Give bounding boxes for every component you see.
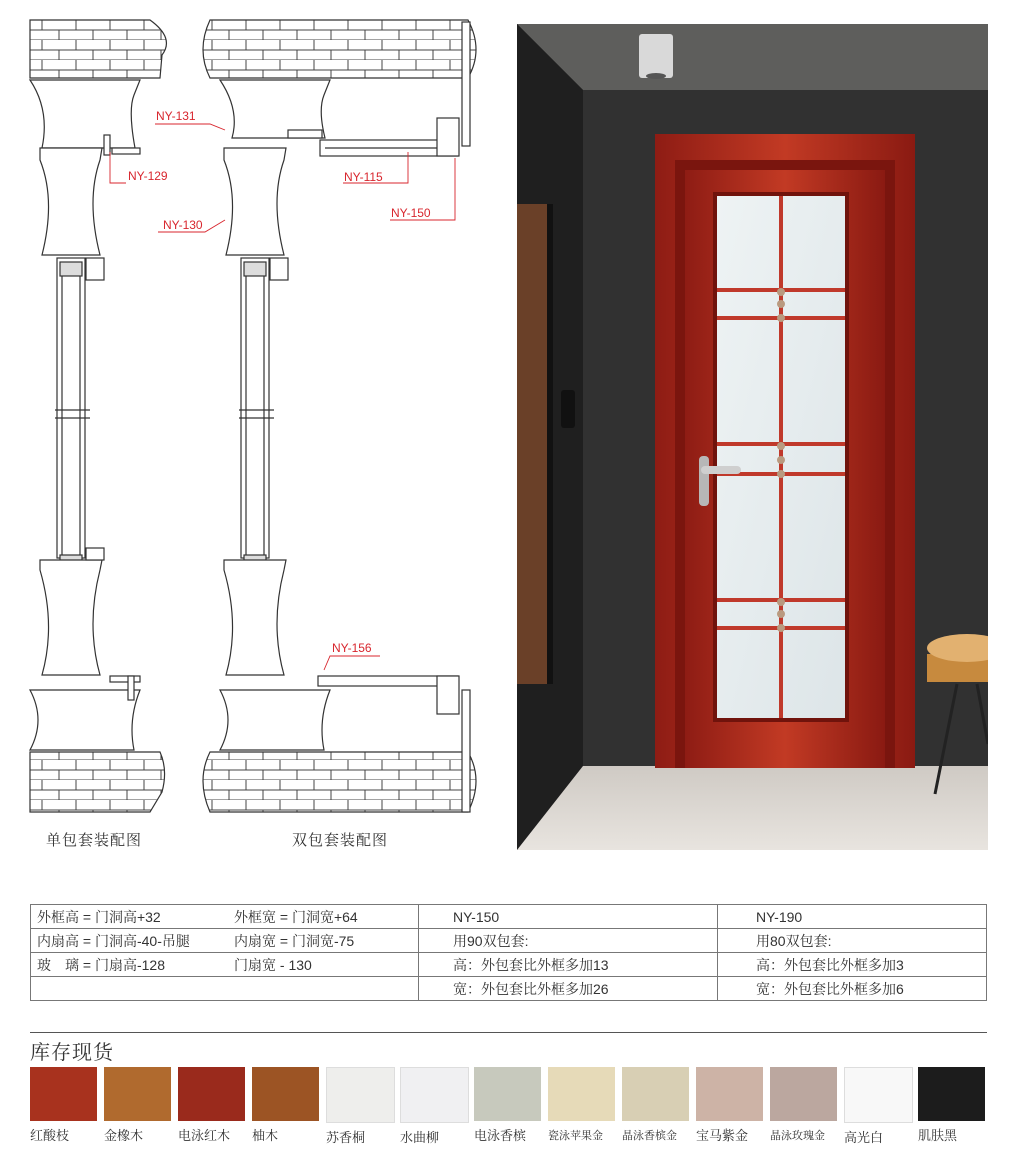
caption-double-assembly: 双包套装配图 <box>292 832 389 849</box>
label-ny129: NY-129 <box>128 169 168 183</box>
caption-single-assembly: 单包套装配图 <box>46 832 143 849</box>
swatch-name: 宝马紫金 <box>696 1128 749 1143</box>
swatch-name: 瓷泳苹果金 <box>548 1130 603 1142</box>
swatch-name: 柚木 <box>252 1128 279 1143</box>
spec-formula: 内扇高 = 门洞高-40-吊腿 <box>37 932 190 949</box>
swatch-name: 水曲柳 <box>400 1130 440 1145</box>
specs-table <box>30 904 987 1001</box>
spec-ny150: 用90双包套: <box>419 929 718 953</box>
specs-row <box>31 929 987 953</box>
label-ny150: NY-150 <box>391 206 431 220</box>
door-product-photo <box>517 24 988 850</box>
label-ny130: NY-130 <box>163 218 203 232</box>
spec-formula: 外框高 = 门洞高+32 <box>37 908 161 925</box>
spec-formula: 内扇宽 = 门洞宽-75 <box>234 932 355 949</box>
double-assembly-drawing <box>203 20 476 812</box>
color-swatch <box>622 1067 689 1143</box>
spec-ny190: NY-190 <box>718 905 987 929</box>
swatch-chip <box>844 1067 913 1123</box>
swatch-name: 电泳红木 <box>178 1128 231 1143</box>
color-swatch <box>844 1067 911 1146</box>
spec-ny150: 宽：外包套比外框多加26 <box>419 977 718 1001</box>
swatch-name: 苏香桐 <box>326 1130 366 1145</box>
swatch-chip <box>326 1067 395 1123</box>
swatch-chip <box>622 1067 689 1121</box>
swatch-name: 电泳香槟 <box>474 1128 527 1143</box>
swatch-chip <box>548 1067 615 1121</box>
spec-ny190: 宽：外包套比外框多加6 <box>718 977 987 1001</box>
color-swatch <box>30 1067 97 1144</box>
color-swatch <box>918 1067 985 1144</box>
specs-row <box>31 977 987 1001</box>
color-swatch <box>696 1067 763 1144</box>
specs-row <box>31 953 987 977</box>
spec-ny150: 高：外包套比外框多加13 <box>419 953 718 977</box>
swatch-name: 红酸枝 <box>30 1128 70 1143</box>
color-swatch <box>474 1067 541 1144</box>
specs-row <box>31 905 987 929</box>
color-swatch <box>326 1067 393 1146</box>
swatch-name: 肌肤黑 <box>918 1128 958 1143</box>
swatch-chip <box>400 1067 469 1123</box>
label-ny156: NY-156 <box>332 641 372 655</box>
stock-divider <box>30 1032 987 1033</box>
swatch-chip <box>104 1067 171 1121</box>
color-swatch <box>400 1067 467 1146</box>
swatch-chip <box>696 1067 763 1121</box>
spec-ny190: 高：外包套比外框多加3 <box>718 953 987 977</box>
spec-ny150: NY-150 <box>419 905 718 929</box>
color-swatch <box>770 1067 837 1143</box>
label-ny115: NY-115 <box>344 170 383 184</box>
swatch-chip <box>474 1067 541 1121</box>
swatch-name: 高光白 <box>844 1130 884 1145</box>
stock-title: 库存现货 <box>30 1042 114 1064</box>
swatch-chip <box>178 1067 245 1121</box>
assembly-drawings <box>0 0 500 860</box>
swatch-name: 晶泳玫瑰金 <box>770 1130 825 1142</box>
swatch-chip <box>30 1067 97 1121</box>
swatch-chip <box>770 1067 837 1121</box>
swatch-chip <box>918 1067 985 1121</box>
color-swatch <box>252 1067 319 1144</box>
spec-formula: 门扇宽 - 130 <box>234 956 312 973</box>
label-ny131: NY-131 <box>156 109 196 123</box>
spec-ny190: 用80双包套: <box>718 929 987 953</box>
swatch-name: 晶泳香槟金 <box>622 1130 677 1142</box>
single-assembly-drawing <box>30 20 166 812</box>
color-swatch <box>548 1067 615 1143</box>
color-swatches <box>30 1067 987 1147</box>
spec-formula: 玻 璃 = 门扇高-128 <box>37 956 165 973</box>
spec-formula: 外框宽 = 门洞宽+64 <box>234 908 358 925</box>
color-swatch <box>178 1067 245 1144</box>
swatch-name: 金橡木 <box>104 1128 144 1143</box>
swatch-chip <box>252 1067 319 1121</box>
color-swatch <box>104 1067 171 1144</box>
